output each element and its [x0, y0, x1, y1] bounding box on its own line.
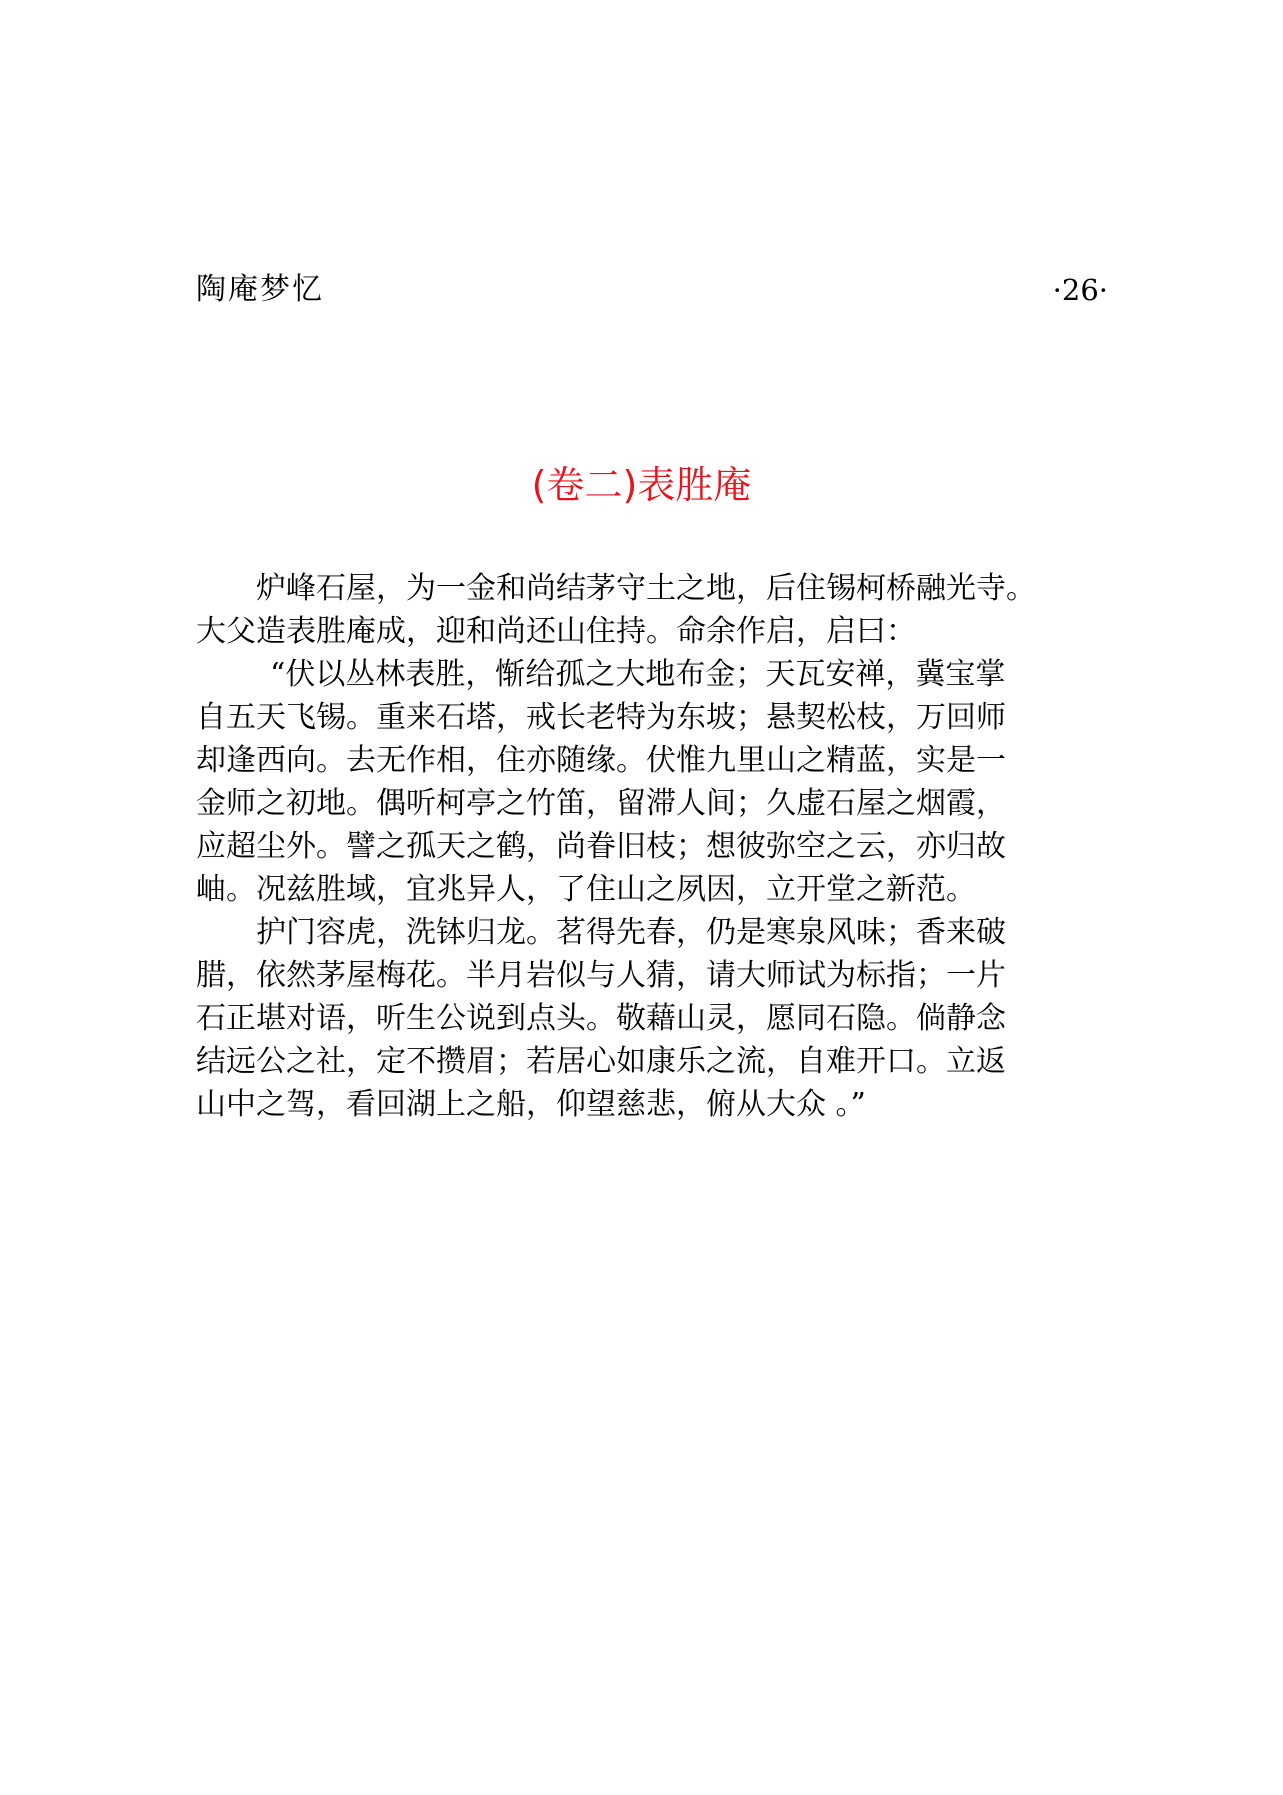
paragraph-line: 山中之驾，看回湖上之船，仰望慈悲，俯从大众 。” [196, 1087, 866, 1122]
paragraph-line: 应超尘外。譬之孤天之鹤，尚眷旧枝；想彼弥空之云，亦归故 [196, 829, 1006, 864]
body-text [196, 567, 1108, 1126]
chapter-title: (卷二)表胜庵 [531, 463, 752, 507]
paragraph-line: 护门容虎，洗钵归龙。茗得先春，仍是寒泉风味；香来破 [256, 915, 1006, 950]
paragraph-line: 大父造表胜庵成，迎和尚还山住持。命余作启，启曰： [196, 614, 916, 649]
paragraph-line: 结远公之社，定不攒眉；若居心如康乐之流，自难开口。立返 [196, 1044, 1006, 1079]
book-title: 陶庵梦忆 [196, 272, 324, 307]
paragraph-line: 金师之初地。偶听柯亭之竹笛，留滞人间；久虚石屋之烟霞， [196, 786, 1006, 821]
paragraph-line: 石正堪对语，听生公说到点头。敬藉山灵，愿同石隐。倘静念 [196, 1001, 1006, 1036]
paragraph-line: 自五天飞锡。重来石塔，戒长老特为东坡；悬契松枝，万回师 [196, 700, 1006, 735]
paragraph-line: 岫。况兹胜域，宜兆异人，了住山之夙因，立开堂之新范。 [196, 872, 976, 907]
paragraph-line: 腊，依然茅屋梅花。半月岩似与人猜，请大师试为标指；一片 [196, 958, 1006, 993]
paragraph-line: 却逢西向。去无作相，住亦随缘。伏惟九里山之精蓝，实是一 [196, 743, 1006, 778]
paragraph-line: 炉峰石屋，为一金和尚结茅守土之地，后住锡柯桥融光寺。 [256, 571, 1036, 606]
paragraph-line: “伏以丛林表胜，惭给孤之大地布金；天瓦安禅，冀宝掌 [270, 657, 1006, 692]
page-number: ·26· [1052, 273, 1108, 307]
running-header [196, 268, 1108, 312]
